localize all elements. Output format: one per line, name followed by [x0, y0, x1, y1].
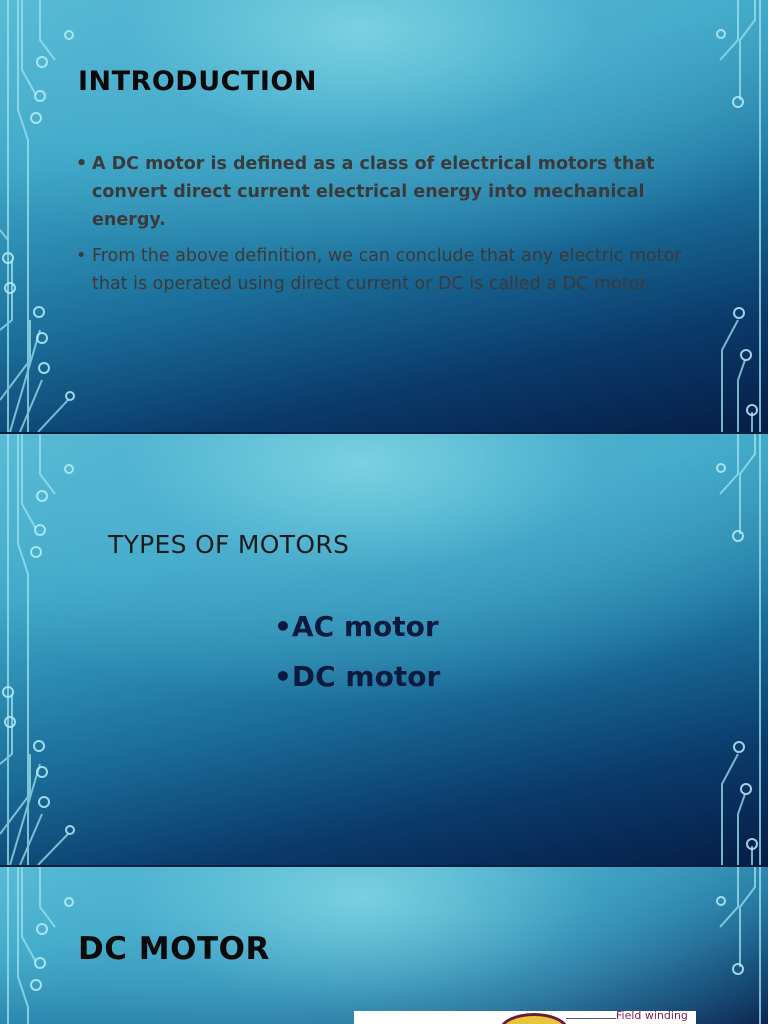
- slide-title: TYPES OF MOTORS: [108, 530, 350, 559]
- slide-introduction: [0, 0, 768, 432]
- list-item: •DC motor: [274, 660, 441, 693]
- bullet-item: [76, 150, 686, 234]
- diagram-label: Field winding: [616, 1011, 688, 1022]
- bullet-item: [76, 242, 686, 298]
- dc-motor-diagram-image: [354, 1011, 696, 1024]
- bullet-text: From the above definition, we can conclude that any electric motor that is operated using direct current or DC is called a DC motor.: [92, 246, 682, 294]
- label-leader-line: [566, 1018, 616, 1019]
- motor-types-list: [274, 602, 440, 702]
- slide-title: DC MOTOR: [78, 931, 270, 967]
- bullet-symbol: •: [76, 246, 87, 266]
- bullet-text: A DC motor is defined as a class of electrical motors that convert direct current electrical energy into mechanical energy.: [92, 154, 655, 230]
- motor-ring-graphic: [499, 1013, 569, 1024]
- slide-dc-motor: [0, 867, 768, 1024]
- bullet-symbol: •: [76, 154, 88, 174]
- bullet-list: [76, 150, 686, 306]
- slide-title: INTRODUCTION: [78, 66, 317, 97]
- slide-types-of-motors: [0, 434, 768, 865]
- list-item: •AC motor: [274, 610, 439, 643]
